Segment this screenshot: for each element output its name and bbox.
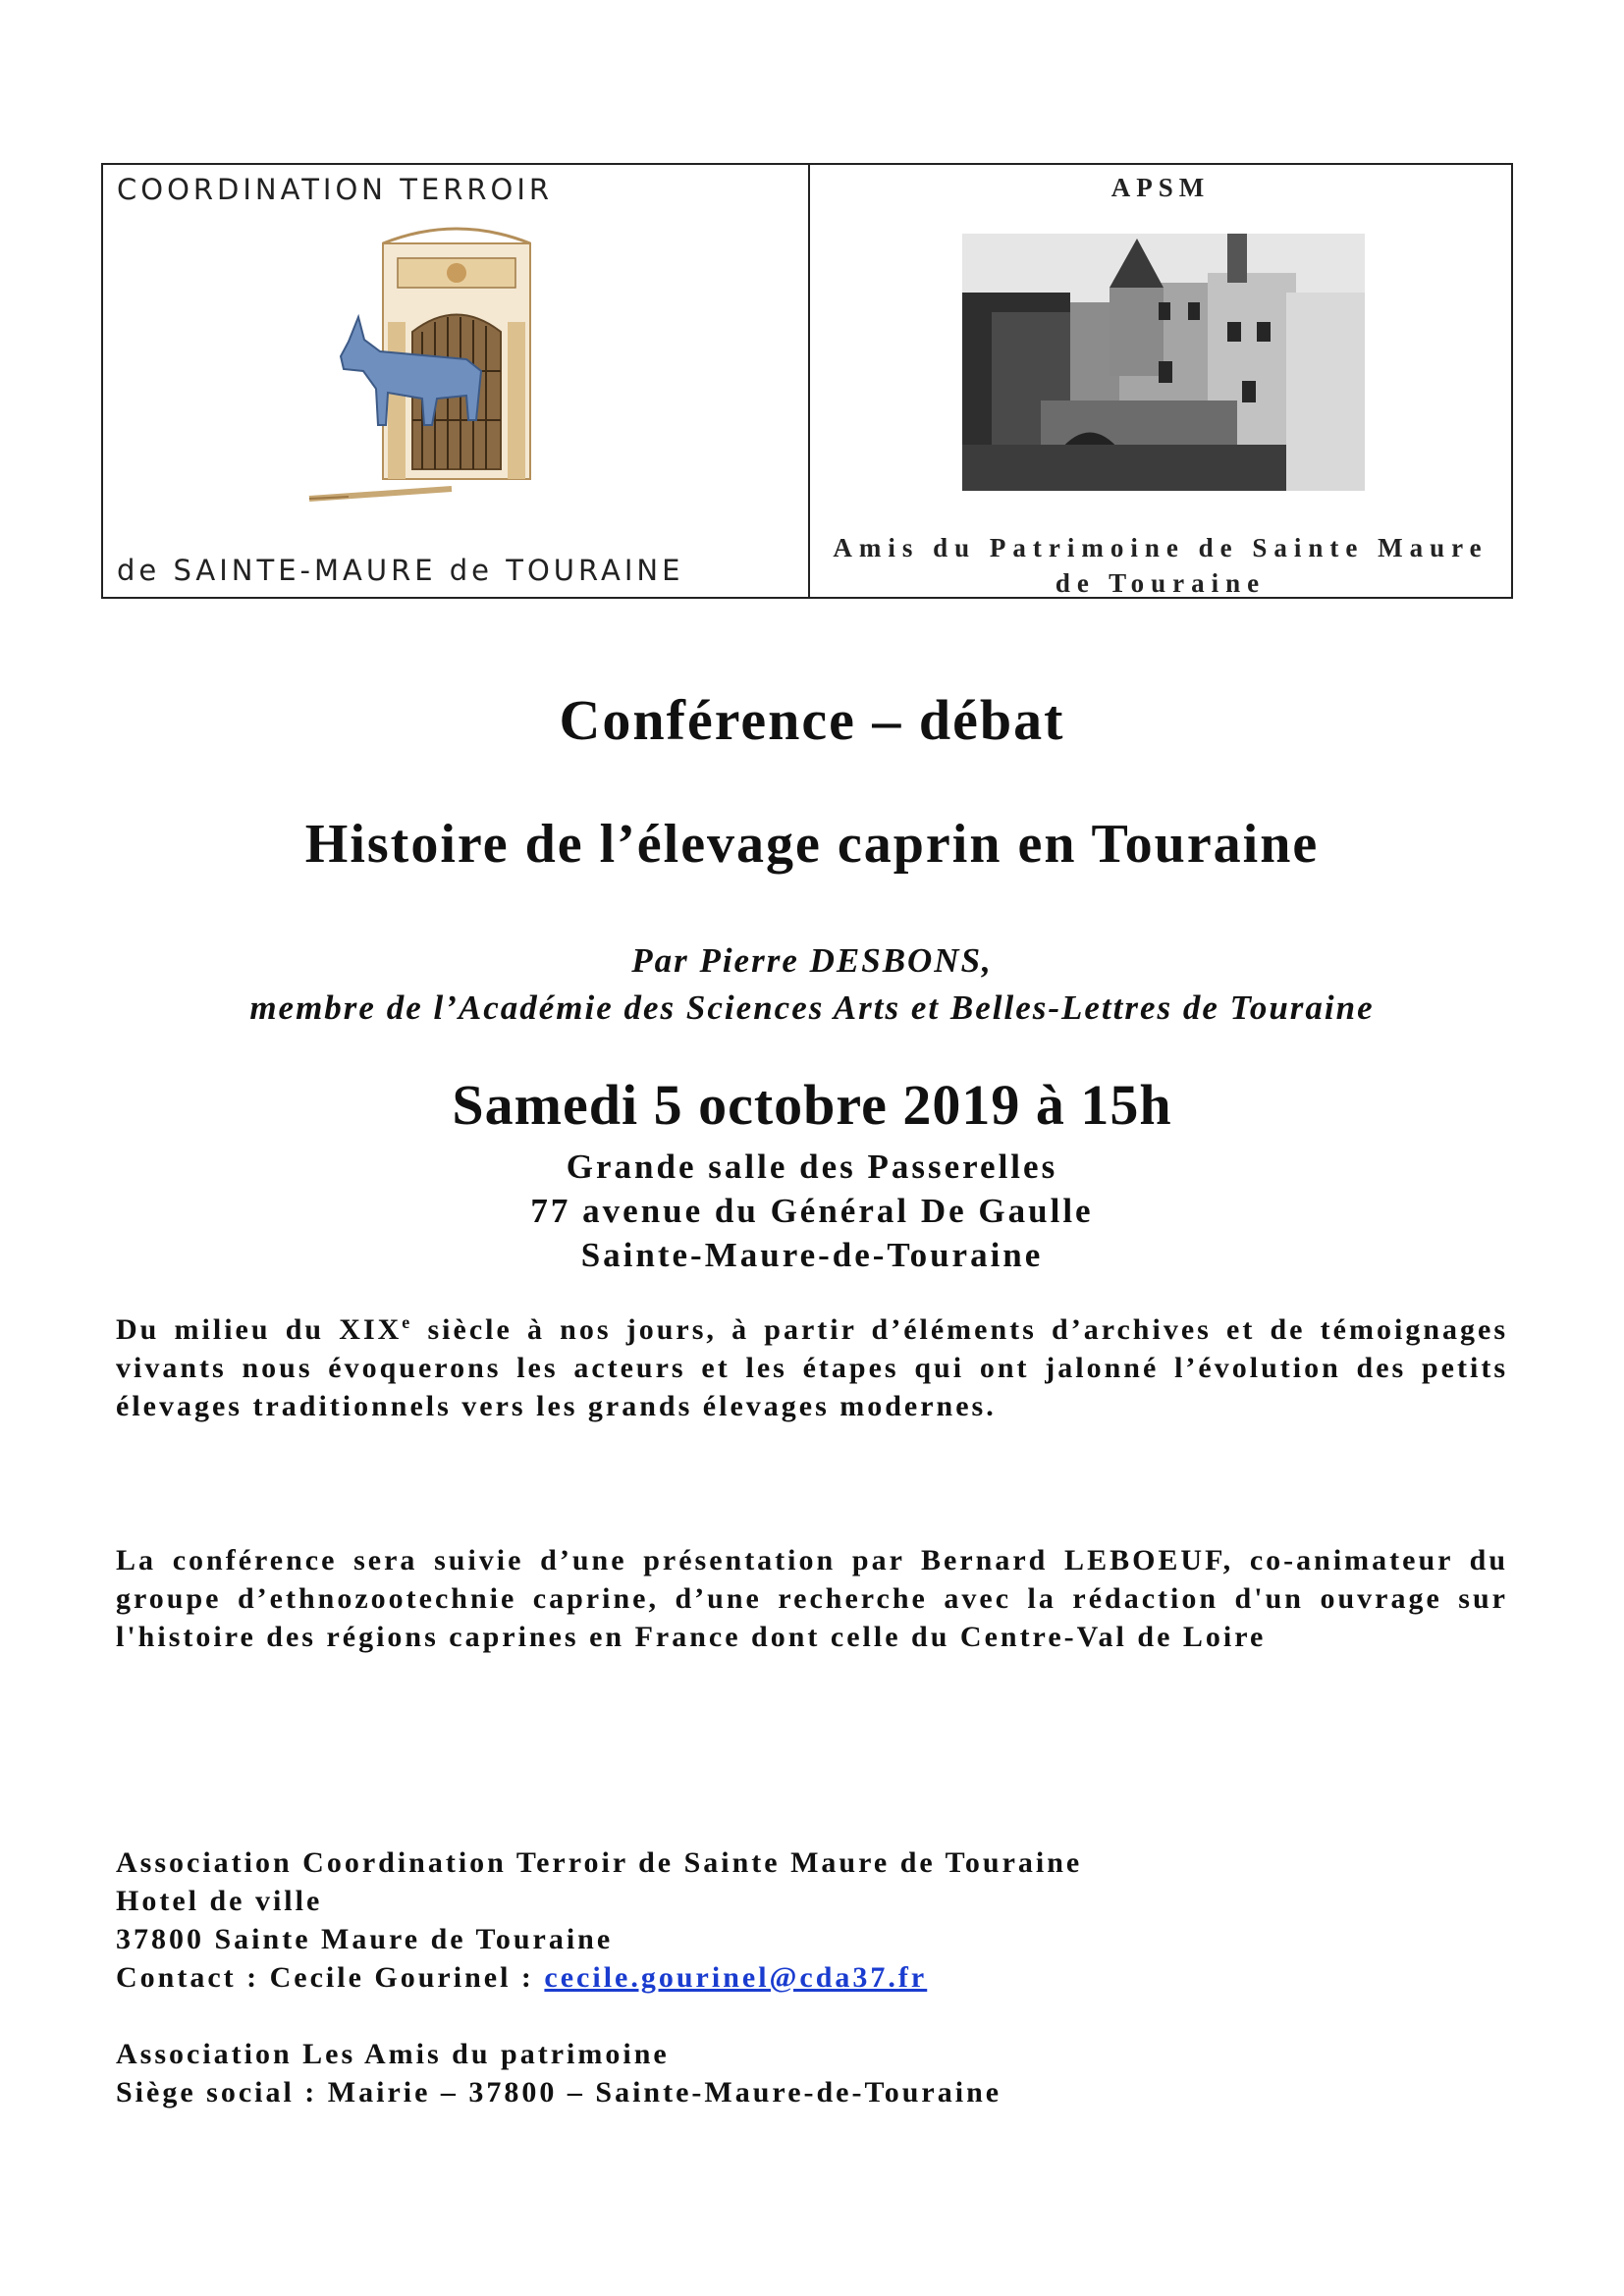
speaker-name: Par Pierre DESBONS, bbox=[631, 941, 993, 980]
assoc2-address: Siège social : Mairie – 37800 – Sainte-Maure-de-Touraine bbox=[116, 2076, 1002, 2109]
venue-name: Grande salle des Passerelles bbox=[566, 1148, 1058, 1186]
header-right-cell bbox=[810, 165, 1511, 597]
apsm-label: APSM bbox=[1110, 173, 1211, 202]
header-left-cell bbox=[103, 165, 810, 597]
page-title: Conférence – débat bbox=[559, 688, 1065, 752]
presentation-paragraph: La conférence sera suivie d’une présentation par Bernard LEBOEUF, co-animateur du groupe d’ethnozootechnie caprine, d’une recherche avec la rédaction d'un ouvrage sur l'histoire des régions caprines en France dont celle du Centre-Val de Loire bbox=[116, 1544, 1508, 1653]
contact-email-link[interactable]: cecile.gourinel@cda37.fr bbox=[544, 1961, 928, 1994]
coordination-terroir-label: COORDINATION TERROIR bbox=[117, 173, 554, 206]
assoc1-name: Association Coordination Terroir de Sainte Maure de Touraine bbox=[116, 1846, 1083, 1879]
castle-photo bbox=[962, 234, 1365, 491]
paragraph1-start: Du milieu du XIX bbox=[116, 1313, 403, 1346]
apsm-full-name: Amis du Patrimoine de Sainte Maure de Touraine bbox=[833, 533, 1489, 598]
venue-town: Sainte-Maure-de-Touraine bbox=[580, 1236, 1044, 1274]
description-paragraph bbox=[116, 1310, 1508, 1425]
contact-line bbox=[116, 1958, 927, 1997]
page-subtitle: Histoire de l’élevage caprin en Touraine bbox=[304, 814, 1320, 875]
paragraph1-rest: siècle à nos jours, à partir d’éléments d’archives et de témoignages vivants nous évoquerons les acteurs et les étapes qui ont jalonné l’évolution des petits élevages traditionnels vers les grands élevages modernes. bbox=[116, 1313, 1508, 1422]
header-table bbox=[101, 163, 1513, 599]
sainte-maure-label: de SAINTE-MAURE de TOURAINE bbox=[117, 554, 684, 587]
contact-label: Contact : Cecile Gourinel : bbox=[116, 1961, 545, 1994]
assoc1-address-line1: Hotel de ville bbox=[116, 1885, 323, 1917]
speaker-affiliation: membre de l’Académie des Sciences Arts et Belles-Lettres de Touraine bbox=[249, 988, 1375, 1027]
superscript-e: e bbox=[402, 1312, 413, 1332]
event-date: Samedi 5 octobre 2019 à 15h bbox=[452, 1073, 1172, 1137]
venue-street: 77 avenue du Général De Gaulle bbox=[530, 1192, 1094, 1230]
assoc1-address-line2: 37800 Sainte Maure de Touraine bbox=[116, 1923, 614, 1955]
assoc2-name: Association Les Amis du patrimoine bbox=[116, 2038, 670, 2070]
goat-gate-logo bbox=[290, 224, 633, 518]
